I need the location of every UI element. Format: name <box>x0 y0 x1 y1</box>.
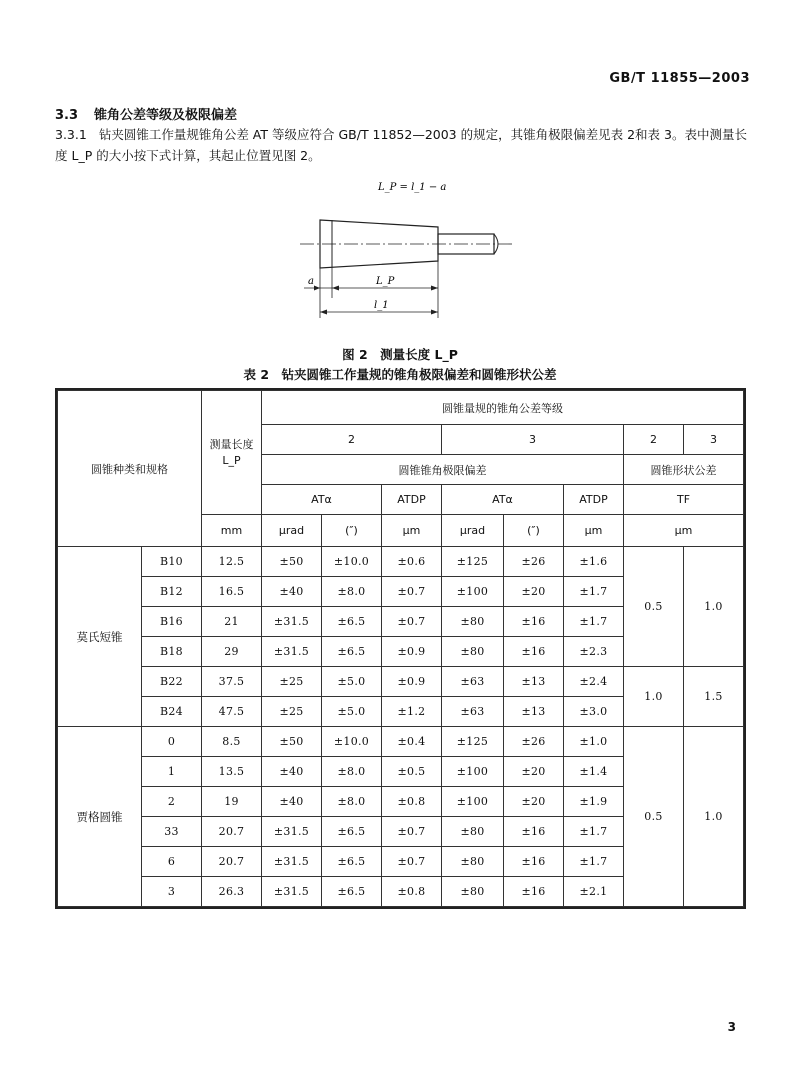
cell-sec3: ±26 <box>504 547 564 577</box>
cell-sec2: ±8.0 <box>322 787 382 817</box>
clause-paragraph <box>55 124 747 166</box>
section-heading <box>55 104 237 123</box>
cell-urad2: ±50 <box>262 547 322 577</box>
cell-urad3: ±80 <box>442 637 504 667</box>
cell-sec3: ±16 <box>504 607 564 637</box>
unit-urad-2: μrad <box>262 515 322 547</box>
dimension-l1-arrow-right <box>431 310 438 315</box>
cell-urad2: ±40 <box>262 577 322 607</box>
cell-sec2: ±5.0 <box>322 667 382 697</box>
header-at-dp-3: ATDP <box>564 485 624 515</box>
dimension-a-arrow <box>314 286 320 291</box>
cell-um3: ±3.0 <box>564 697 624 727</box>
cell-urad3: ±80 <box>442 817 504 847</box>
cell-sec2: ±5.0 <box>322 697 382 727</box>
cell-um2: ±0.4 <box>382 727 442 757</box>
cell-um2: ±0.6 <box>382 547 442 577</box>
cell-um3: ±2.4 <box>564 667 624 697</box>
cell-sec3: ±20 <box>504 757 564 787</box>
cell-um3: ±2.1 <box>564 877 624 907</box>
cell-um3: ±1.9 <box>564 787 624 817</box>
unit-sec-2: (″) <box>322 515 382 547</box>
cell-urad2: ±50 <box>262 727 322 757</box>
label-lp: L_P <box>376 276 395 287</box>
header-form-tolerance: 圆锥形状公差 <box>624 455 744 485</box>
section-title: 锥角公差等级及极限偏差 <box>94 108 238 123</box>
figure-formula: L_P = l_1 − a <box>378 182 447 193</box>
dimension-lp-arrow-left <box>332 286 339 291</box>
cell-urad2: ±31.5 <box>262 877 322 907</box>
cell-urad3: ±80 <box>442 847 504 877</box>
cell-urad3: ±125 <box>442 727 504 757</box>
header-type-spec: 圆锥种类和规格 <box>58 391 202 547</box>
cell-urad2: ±31.5 <box>262 637 322 667</box>
header-tolerance-grade: 圆锥量规的锥角公差等级 <box>262 391 744 425</box>
standard-number: GB/T 11855—2003 <box>609 71 750 86</box>
unit-urad-3: μrad <box>442 515 504 547</box>
header-angle-deviation: 圆锥锥角极限偏差 <box>262 455 624 485</box>
cell-urad2: ±40 <box>262 757 322 787</box>
header-at-alpha-2: ATα <box>262 485 382 515</box>
table-row <box>58 667 744 697</box>
cell-sec2: ±6.5 <box>322 877 382 907</box>
cell-tf3: 1.0 <box>684 547 744 667</box>
cell-urad3: ±63 <box>442 667 504 697</box>
tolerance-table <box>57 390 744 907</box>
cell-sec3: ±16 <box>504 847 564 877</box>
cell-lp: 12.5 <box>202 547 262 577</box>
cell-sec2: ±8.0 <box>322 757 382 787</box>
cell-um2: ±0.8 <box>382 877 442 907</box>
cell-sec2: ±6.5 <box>322 817 382 847</box>
cell-um2: ±0.7 <box>382 607 442 637</box>
figure-caption: 图 2 测量长度 L_P <box>342 347 458 362</box>
cell-sec3: ±16 <box>504 637 564 667</box>
table-body <box>58 547 744 907</box>
cell-sec2: ±8.0 <box>322 577 382 607</box>
cell-spec: B12 <box>142 577 202 607</box>
cell-sec3: ±16 <box>504 817 564 847</box>
cell-spec: B24 <box>142 697 202 727</box>
group-label: 莫氏短锥 <box>58 547 142 727</box>
unit-um-3: μm <box>564 515 624 547</box>
page-number: 3 <box>727 1020 736 1034</box>
clause-number: 3.3.1 <box>55 127 87 142</box>
cell-tf3: 1.5 <box>684 667 744 727</box>
table-row <box>58 727 744 757</box>
dimension-l1-arrow-left <box>320 310 327 315</box>
cell-sec3: ±20 <box>504 577 564 607</box>
cell-sec2: ±10.0 <box>322 547 382 577</box>
section-number: 3.3 <box>55 108 79 123</box>
cell-lp: 20.7 <box>202 817 262 847</box>
header-form-grade-2: 2 <box>624 425 684 455</box>
cell-urad3: ±100 <box>442 577 504 607</box>
cell-sec3: ±20 <box>504 787 564 817</box>
cell-spec: 6 <box>142 847 202 877</box>
cell-urad3: ±125 <box>442 547 504 577</box>
cell-lp: 29 <box>202 637 262 667</box>
unit-sec-3: (″) <box>504 515 564 547</box>
table-caption: 表 2 钻夹圆锥工作量规的锥角极限偏差和圆锥形状公差 <box>243 367 557 382</box>
cell-urad2: ±25 <box>262 667 322 697</box>
cell-urad2: ±31.5 <box>262 847 322 877</box>
cell-um3: ±2.3 <box>564 637 624 667</box>
cell-um3: ±1.6 <box>564 547 624 577</box>
unit-mm: mm <box>202 515 262 547</box>
cell-sec3: ±16 <box>504 877 564 907</box>
label-l1: l_1 <box>374 300 389 311</box>
table-row <box>58 547 744 577</box>
cell-sec3: ±26 <box>504 727 564 757</box>
cell-spec: 33 <box>142 817 202 847</box>
cell-lp: 16.5 <box>202 577 262 607</box>
label-a: a <box>308 276 314 287</box>
cell-um3: ±1.4 <box>564 757 624 787</box>
cell-sec2: ±6.5 <box>322 637 382 667</box>
cell-lp: 26.3 <box>202 877 262 907</box>
cell-um2: ±0.7 <box>382 847 442 877</box>
cell-urad3: ±100 <box>442 757 504 787</box>
dimension-lp-arrow-right <box>431 286 438 291</box>
cell-tf3: 1.0 <box>684 727 744 907</box>
cell-spec: 2 <box>142 787 202 817</box>
cell-urad2: ±31.5 <box>262 817 322 847</box>
cell-sec3: ±13 <box>504 667 564 697</box>
cell-urad2: ±40 <box>262 787 322 817</box>
cell-lp: 13.5 <box>202 757 262 787</box>
cell-lp: 37.5 <box>202 667 262 697</box>
cell-lp: 8.5 <box>202 727 262 757</box>
cell-urad3: ±63 <box>442 697 504 727</box>
unit-um-2: μm <box>382 515 442 547</box>
cell-urad2: ±31.5 <box>262 607 322 637</box>
cell-lp: 20.7 <box>202 847 262 877</box>
cell-lp: 47.5 <box>202 697 262 727</box>
cell-spec: B22 <box>142 667 202 697</box>
cell-spec: B10 <box>142 547 202 577</box>
clause-text: 钻夹圆锥工作量规锥角公差 AT 等级应符合 GB/T 11852—2003 的规定，其锥角极限偏差见表 2和表 3。表中测量长度 L_P 的大小按下式计算，其起止位置见图 2。 <box>55 127 747 163</box>
cell-um2: ±0.9 <box>382 667 442 697</box>
measurement-length-figure <box>290 178 530 328</box>
cell-spec: 3 <box>142 877 202 907</box>
cell-um2: ±1.2 <box>382 697 442 727</box>
header-grade-2: 2 <box>262 425 442 455</box>
cell-spec: B18 <box>142 637 202 667</box>
cell-um3: ±1.7 <box>564 847 624 877</box>
cell-um3: ±1.7 <box>564 607 624 637</box>
header-form-grade-3: 3 <box>684 425 744 455</box>
cell-um2: ±0.5 <box>382 757 442 787</box>
cell-sec2: ±6.5 <box>322 607 382 637</box>
cell-sec2: ±10.0 <box>322 727 382 757</box>
cell-tf2: 0.5 <box>624 727 684 907</box>
cell-tf2: 1.0 <box>624 667 684 727</box>
cell-um2: ±0.7 <box>382 817 442 847</box>
header-grade-3: 3 <box>442 425 624 455</box>
cell-spec: 0 <box>142 727 202 757</box>
cell-um2: ±0.9 <box>382 637 442 667</box>
cell-urad3: ±100 <box>442 787 504 817</box>
cell-sec3: ±13 <box>504 697 564 727</box>
cell-spec: B16 <box>142 607 202 637</box>
cell-urad3: ±80 <box>442 877 504 907</box>
header-measure-length: 测量长度 L_P <box>202 391 262 515</box>
cell-um2: ±0.8 <box>382 787 442 817</box>
cell-urad2: ±25 <box>262 697 322 727</box>
cell-um3: ±1.7 <box>564 817 624 847</box>
cell-spec: 1 <box>142 757 202 787</box>
cell-um2: ±0.7 <box>382 577 442 607</box>
unit-um-tf: μm <box>624 515 744 547</box>
header-at-alpha-3: ATα <box>442 485 564 515</box>
cell-urad3: ±80 <box>442 607 504 637</box>
cell-tf2: 0.5 <box>624 547 684 667</box>
cell-sec2: ±6.5 <box>322 847 382 877</box>
header-tf: TF <box>624 485 744 515</box>
group-label: 贾格圆锥 <box>58 727 142 907</box>
cell-lp: 19 <box>202 787 262 817</box>
cell-um3: ±1.7 <box>564 577 624 607</box>
cell-lp: 21 <box>202 607 262 637</box>
header-at-dp-2: ATDP <box>382 485 442 515</box>
cell-um3: ±1.0 <box>564 727 624 757</box>
